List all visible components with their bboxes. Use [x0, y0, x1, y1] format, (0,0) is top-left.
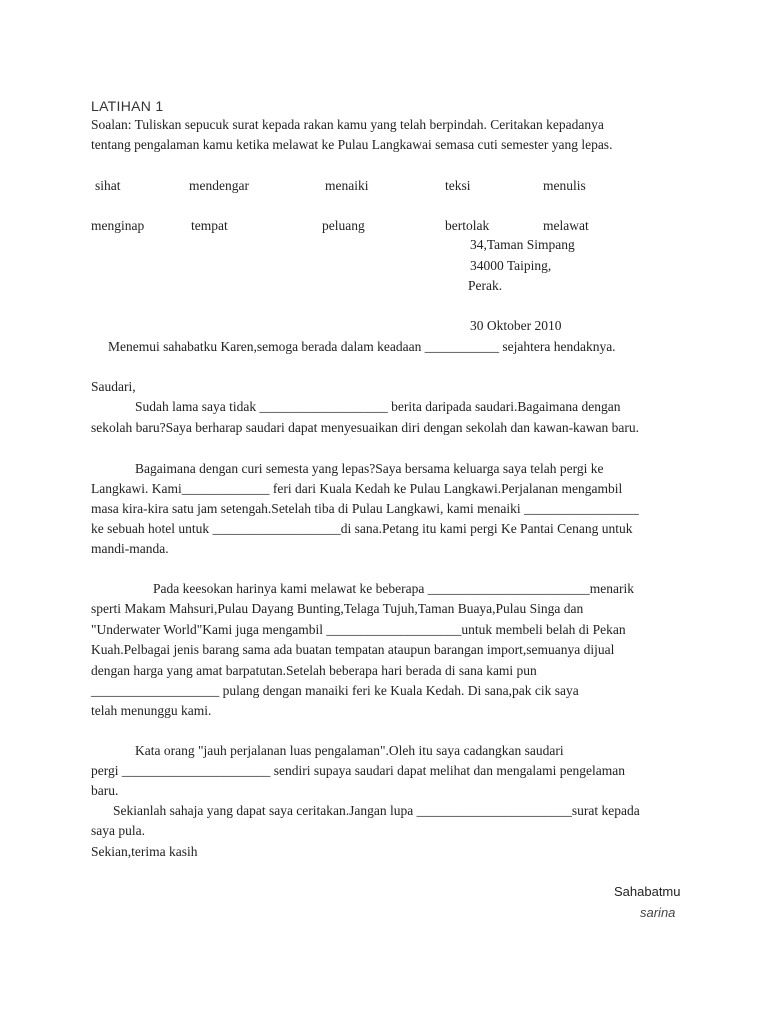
paragraph-2-line: masa kira-kira satu jam setengah.Setelah tiba di Pulau Langkawi, kami menaiki _________________ — [91, 501, 639, 516]
paragraph-3-line: "Underwater World"Kami juga mengambil ____________________untuk membeli belah di Pekan — [91, 622, 626, 637]
paragraph-4-line: pergi ______________________ sendiri supaya saudari dapat melihat dan mengalami pengelaman — [91, 763, 625, 778]
word-bank-item: sihat — [95, 178, 121, 193]
paragraph-2-line: mandi-manda. — [91, 541, 169, 556]
question-line-2: tentang pengalaman kamu ketika melawat ke Pulau Langkawai semasa cuti semester yang lepas. — [91, 137, 613, 152]
word-bank-item: bertolak — [445, 218, 490, 233]
paragraph-4-line: baru. — [91, 783, 119, 798]
paragraph-3-line: ___________________ pulang dengan manaiki feri ke Kuala Kedah. Di sana,pak cik saya — [91, 683, 579, 698]
paragraph-3-line: dengan harga yang amat barpatutan.Setelah beberapa hari berada di sana kami pun — [91, 663, 537, 678]
word-bank-item: mendengar — [189, 178, 249, 193]
paragraph-2-line: Langkawi. Kami_____________ feri dari Kuala Kedah ke Pulau Langkawi.Perjalanan mengambil — [91, 481, 623, 496]
paragraph-3-line: sperti Makam Mahsuri,Pulau Dayang Bunting,Telaga Tujuh,Taman Buaya,Pulau Singa dan — [91, 601, 584, 616]
word-bank-item: menaiki — [325, 178, 369, 193]
address-line: 34,Taman Simpang — [470, 237, 575, 252]
letter-date: 30 Oktober 2010 — [470, 318, 562, 333]
word-bank-item: menulis — [543, 178, 586, 193]
page-title: LATIHAN 1 — [91, 98, 164, 114]
paragraph-1-line: sekolah baru?Saya berharap saudari dapat menyesuaikan diri dengan sekolah dan kawan-kawan baru. — [91, 420, 640, 435]
question-line-1: Soalan: Tuliskan sepucuk surat kepada rakan kamu yang telah berpindah. Ceritakan kepadanya — [91, 117, 604, 132]
salutation: Saudari, — [91, 379, 136, 394]
address-line: Perak. — [468, 278, 503, 293]
word-bank-item: teksi — [445, 178, 471, 193]
paragraph-5-line: Sekianlah sahaja yang dapat saya ceritakan.Jangan lupa _______________________surat kepada — [113, 803, 640, 818]
paragraph-4-line: Kata orang "jauh perjalanan luas pengalaman".Oleh itu saya cadangkan saudari — [135, 743, 564, 758]
paragraph-3-line: telah menunggu kami. — [91, 703, 212, 718]
greeting-line: Menemui sahabatku Karen,semoga berada dalam keadaan ___________ sejahtera hendaknya. — [108, 339, 616, 354]
address-line: 34000 Taiping, — [470, 258, 552, 273]
word-bank-item: peluang — [322, 218, 365, 233]
word-bank-item: tempat — [191, 218, 228, 233]
paragraph-3-line: Kuah.Pelbagai jenis barang sama ada buatan tempatan ataupun barangan import,semuanya dijual — [91, 642, 615, 657]
paragraph-2-line: Bagaimana dengan curi semesta yang lepas?Saya bersama keluarga saya telah pergi ke — [135, 461, 604, 476]
word-bank-item: melawat — [543, 218, 589, 233]
closing-line: Sekian,terima kasih — [91, 844, 198, 859]
paragraph-2-line: ke sebuah hotel untuk ___________________di sana.Petang itu kami pergi Ke Pantai Cenang untuk — [91, 521, 633, 536]
signature: sarina — [640, 905, 676, 920]
signoff: Sahabatmu — [614, 884, 681, 899]
word-bank-item: menginap — [91, 218, 145, 233]
paragraph-1-line: Sudah lama saya tidak ___________________ berita daripada saudari.Bagaimana dengan — [135, 399, 621, 414]
paragraph-3-line: Pada keesokan harinya kami melawat ke beberapa ________________________menarik — [153, 581, 634, 596]
paragraph-5-line: saya pula. — [91, 823, 145, 838]
